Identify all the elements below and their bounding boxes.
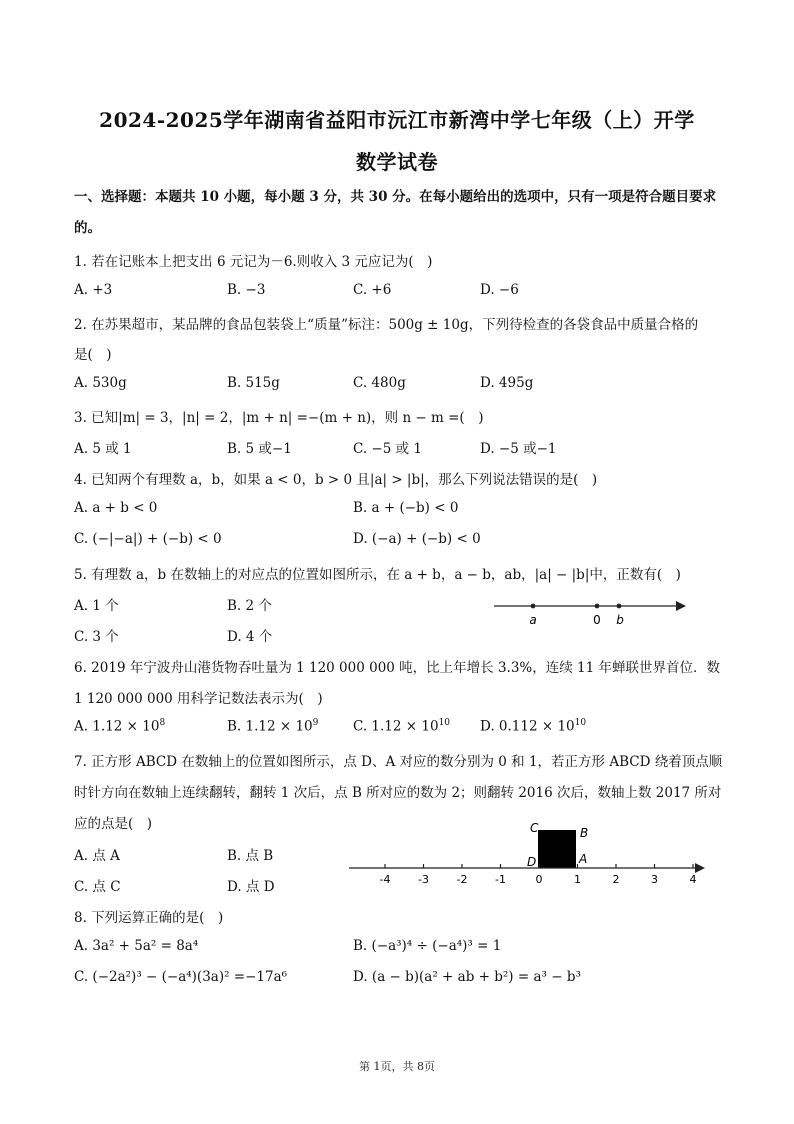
q5-option-d: D. 4 个 xyxy=(227,629,273,645)
q5-point-zero xyxy=(595,604,600,609)
q4-option-a: A. a + b < 0 xyxy=(74,500,158,516)
q8-option-d: D. (a − b)(a² + ab + b²) = a³ − b³ xyxy=(353,969,581,985)
q5-label-zero: 0 xyxy=(593,613,601,627)
q7-tick-label: -4 xyxy=(379,873,391,886)
q5-number-line-figure xyxy=(490,596,695,630)
q7-square-number-line-figure xyxy=(345,818,710,888)
q7-stem-line1: 7. 正方形 ABCD 在数轴上的位置如图所示，点 D、A 对应的数分别为 0 和 1，若正方形 ABCD 绕着顶点顺 xyxy=(74,754,723,770)
q6-stem-line1: 6. 2019 年宁波舟山港货物吞吐量为 1 120 000 000 吨，比上年增长 3.3%，连续 11 年蝉联世界首位．数 xyxy=(74,660,721,676)
page-footer: 第 1页，共 8页 xyxy=(359,1060,435,1073)
q6-option-b-exp: 9 xyxy=(312,718,319,728)
q6-option-c-exp: 10 xyxy=(438,718,451,728)
q7-axis-arrow xyxy=(695,863,705,873)
q3-option-b: B. 5 或−1 xyxy=(227,441,292,457)
q1-stem: 1. 若在记账本上把支出 6 元记为－6.则收入 3 元应记为( ) xyxy=(74,254,433,270)
q3-option-c: C. −5 或 1 xyxy=(353,441,423,457)
q7-tick-label: 1 xyxy=(574,873,581,886)
q7-tick-label: 0 xyxy=(535,873,543,886)
q7-option-b: B. 点 B xyxy=(227,848,274,864)
q7-square-abcd xyxy=(538,830,576,868)
q7-vertex-b: B xyxy=(580,826,589,840)
q4-option-c: C. (−|−a|) + (−b) < 0 xyxy=(74,531,222,547)
q3-option-a: A. 5 或 1 xyxy=(74,441,132,457)
q5-option-b: B. 2 个 xyxy=(227,598,272,614)
q6-option-a-exp: 8 xyxy=(159,718,166,728)
q6-option-d-base: D. 0.112 × 10 xyxy=(480,718,575,735)
q2-stem-line1: 2. 在苏果超市，某品牌的食品包装袋上“质量”标注：500g ± 10g，下列待检查的各袋食品中质量合格的 xyxy=(74,317,699,333)
q6-option-b xyxy=(227,718,318,735)
q4-stem: 4. 已知两个有理数 a，b，如果 a < 0，b > 0 且|a| > |b|，那么下列说法错误的是( ) xyxy=(74,472,598,488)
q5-stem: 5. 有理数 a，b 在数轴上的对应点的位置如图所示，在 a + b，a − b，ab，|a| − |b|中，正数有( ) xyxy=(74,567,681,583)
q1-option-c: C. +6 xyxy=(353,282,392,298)
q6-stem-line2: 1 120 000 000 用科学记数法表示为( ) xyxy=(74,691,323,707)
q5-axis-arrow xyxy=(676,601,686,611)
q5-point-a xyxy=(531,604,536,609)
exam-subtitle: 数学试卷 xyxy=(356,150,438,174)
q5-option-a: A. 1 个 xyxy=(74,598,119,614)
section-heading-line1: 一、选择题：本题共 10 小题，每小题 3 分，共 30 分。在每小题给出的选项中，只有一项是符合题目要求 xyxy=(74,189,717,205)
q6-option-c-base: C. 1.12 × 10 xyxy=(353,718,439,735)
q7-option-a: A. 点 A xyxy=(74,848,120,864)
q6-option-d-exp: 10 xyxy=(574,718,587,728)
q6-option-c xyxy=(353,718,450,735)
section-heading xyxy=(74,182,734,244)
q1-option-a: A. +3 xyxy=(74,282,113,298)
q4-option-d: D. (−a) + (−b) < 0 xyxy=(353,531,481,547)
q7-stem-line2: 时针方向在数轴上连续翻转，翻转 1 次后，点 B 所对应的数为 2；则翻转 2016 次后，数轴上数 2017 所对 xyxy=(74,785,722,801)
q6-option-b-base: B. 1.12 × 10 xyxy=(227,718,313,735)
q5-label-b: b xyxy=(616,613,624,627)
q8-option-a: A. 3a² + 5a² = 8a⁴ xyxy=(74,938,199,954)
q8-stem: 8. 下列运算正确的是( ) xyxy=(74,910,224,926)
q7-tick-label: 2 xyxy=(612,873,620,886)
q6-option-a xyxy=(74,718,165,735)
q7-vertex-d: D xyxy=(527,855,537,869)
q7-tick-label: -1 xyxy=(495,873,506,886)
q1-option-b: B. −3 xyxy=(227,282,266,298)
section-heading-line2: 的。 xyxy=(74,220,101,236)
q1-option-d: D. −6 xyxy=(480,282,519,298)
q2-stem-line2: 是( ) xyxy=(74,347,112,363)
q5-option-c: C. 3 个 xyxy=(74,629,119,645)
q2-option-c: C. 480g xyxy=(353,375,406,391)
q7-stem-line3: 应的点是( ) xyxy=(74,816,153,832)
q3-stem: 3. 已知|m| = 3，|n| = 2，|m + n| =−(m + n)，则 n − m =( ) xyxy=(74,410,484,426)
q5-point-b xyxy=(617,604,622,609)
q7-option-c: C. 点 C xyxy=(74,879,121,895)
q8-option-c: C. (−2a²)³ − (−a⁴)(3a)² =−17a⁶ xyxy=(74,969,288,985)
q7-vertex-a: A xyxy=(579,852,588,866)
q6-option-d xyxy=(480,718,586,735)
q7-tick-label: -2 xyxy=(456,873,468,886)
q2-option-d: D. 495g xyxy=(480,375,534,391)
q7-tick-label: 3 xyxy=(651,873,658,886)
q7-option-d: D. 点 D xyxy=(227,879,275,895)
q7-tick-label: 4 xyxy=(689,873,697,886)
q5-label-a: a xyxy=(529,613,537,627)
q8-option-b: B. (−a³)⁴ ÷ (−a⁴)³ = 1 xyxy=(353,938,502,954)
q4-option-b: B. a + (−b) < 0 xyxy=(353,500,459,516)
q3-option-d: D. −5 或−1 xyxy=(480,441,557,457)
exam-title: 2024-2025学年湖南省益阳市沅江市新湾中学七年级（上）开学 xyxy=(99,108,695,132)
q2-option-a: A. 530g xyxy=(74,375,127,391)
q7-tick-label: -3 xyxy=(418,873,429,886)
q6-option-a-base: A. 1.12 × 10 xyxy=(74,718,160,735)
q2-option-b: B. 515g xyxy=(227,375,280,391)
q7-vertex-c: C xyxy=(530,821,539,835)
